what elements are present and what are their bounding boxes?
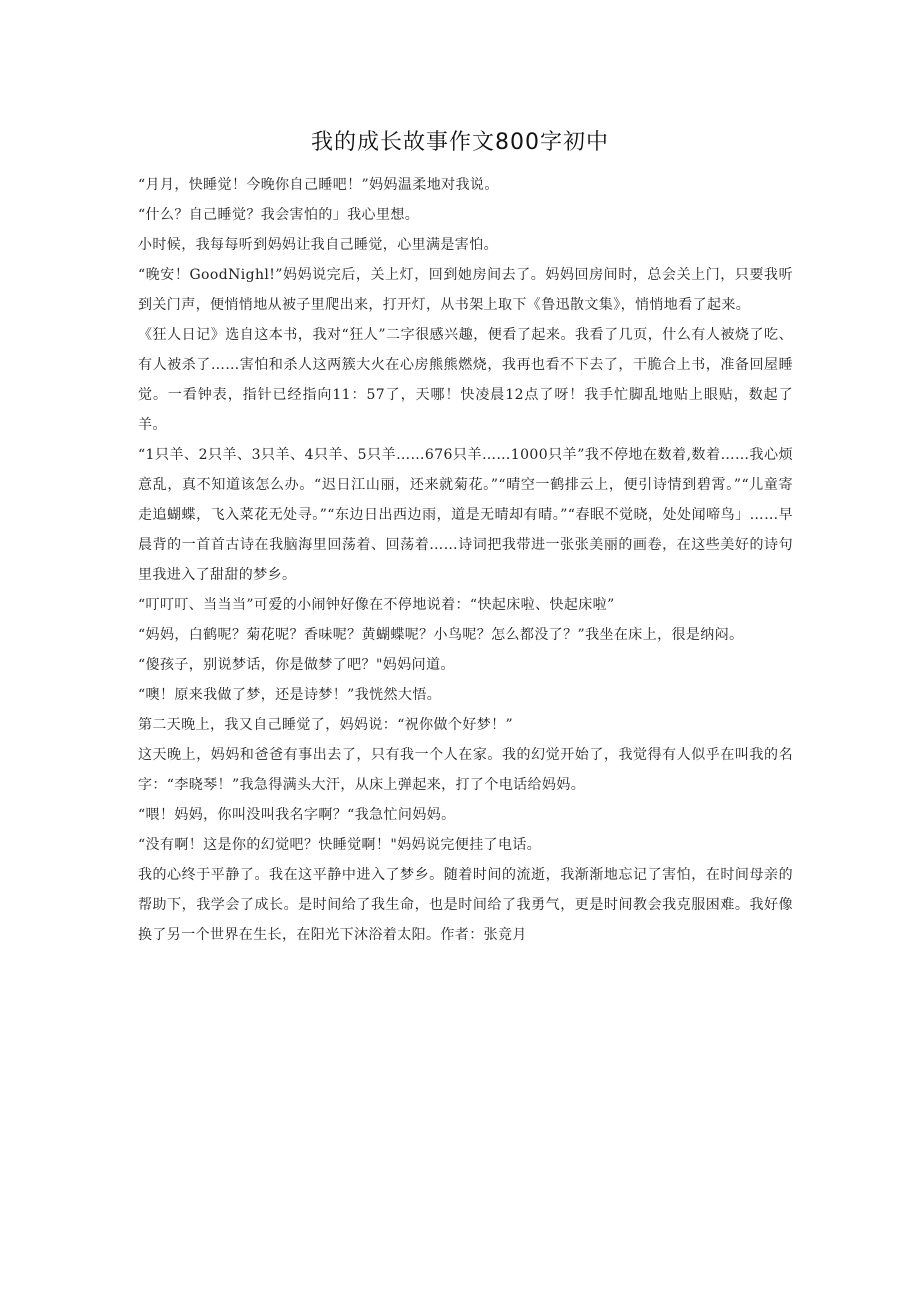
paragraph-13: “喂！妈妈，你叫没叫我名字啊？“我急忙问妈妈。	[138, 807, 456, 823]
paragraph-14: “没有啊！这是你的幻觉吧？快睡觉啊！"妈妈说完便挂了电话。	[138, 837, 542, 853]
paragraph-15: 我的心终于平静了。我在这平静中进入了梦乡。随着时间的流逝，我渐渐地忘记了害怕，在时间母亲的帮助下，我学会了成长。是时间给了我生命，也是时间给了我勇气，更是时间教会我克服困难。我好像换了另一个世界在生长，在阳光下沐浴着太阳。作者：张竞月	[138, 867, 793, 943]
document-title: 我的成长故事作文800字初中	[311, 130, 609, 155]
paragraph-9: “傻孩子，别说梦话，你是做梦了吧？"妈妈问道。	[138, 657, 455, 673]
paragraph-12: 这天晚上，妈妈和爸爸有事出去了，只有我一个人在家。我的幻觉开始了，我觉得有人似乎在叫我的名字：“李晓琴！”我急得满头大汗，从床上弹起来，打了个电话给妈妈。	[138, 747, 793, 793]
paragraph-2: “什么？自己睡觉？我会害怕的」我心里想。	[138, 207, 420, 223]
paragraph-3: 小时候，我每每听到妈妈让我自己睡觉，心里满是害怕。	[138, 237, 498, 253]
document-body	[138, 170, 793, 950]
paragraph-10: “噢！原来我做了梦，还是诗梦！”我恍然大悟。	[138, 687, 442, 703]
paragraph-6: “1只羊、2只羊、3只羊、4只羊、5只羊……676只羊……1000只羊”我不停地在数着,数着……我心烦意乱，真不知道该怎么办。“迟日江山丽，还来就菊花。”“晴空一鹤排云上，便引诗情到碧霄。”“儿童寄走追蝴蝶，飞入菜花无处寻。”“东边日出西边雨，道是无晴却有晴。”“春眠不觉晓，处处闻啼鸟」……早晨背的一首首古诗在我脑海里回荡着、回荡着……诗词把我带进一张张美丽的画卷，在这些美好的诗句里我进入了甜甜的梦乡。	[138, 447, 793, 583]
paragraph-7: “叮叮叮、当当当”可爱的小闹钟好像在不停地说着：“快起床啦、快起床啦”	[138, 597, 615, 613]
paragraph-8: “妈妈，白鹤呢？菊花呢？香味呢？黄蝴蝶呢？小鸟呢？怎么都没了？”我坐在床上，很是纳闷。	[138, 627, 744, 643]
paragraph-11: 第二天晚上，我又自己睡觉了，妈妈说：“祝你做个好梦！”	[138, 717, 514, 733]
paragraph-1: “月月，快睡觉！今晚你自己睡吧！”妈妈温柔地对我说。	[138, 177, 499, 193]
paragraph-5: 《狂人日记》选自这本书，我对“狂人”二字很感兴趣，便看了起来。我看了几页，什么有人被烧了吃、有人被杀了……害怕和杀人这两簇大火在心房熊熊燃烧，我再也看不下去了，干脆合上书，准备回屋睡觉。一看钟表，指针已经指向11：57了，天哪！快凌晨12点了呀！我手忙脚乱地贴上眼贴，数起了羊。	[138, 327, 793, 433]
paragraph-4: “晚安！GoodNighl!”妈妈说完后，关上灯，回到她房间去了。妈妈回房间时，总会关上门，只要我听到关门声，便悄悄地从被子里爬出来，打开灯，从书架上取下《鲁迅散文集》，悄悄地看了起来。	[138, 267, 793, 313]
